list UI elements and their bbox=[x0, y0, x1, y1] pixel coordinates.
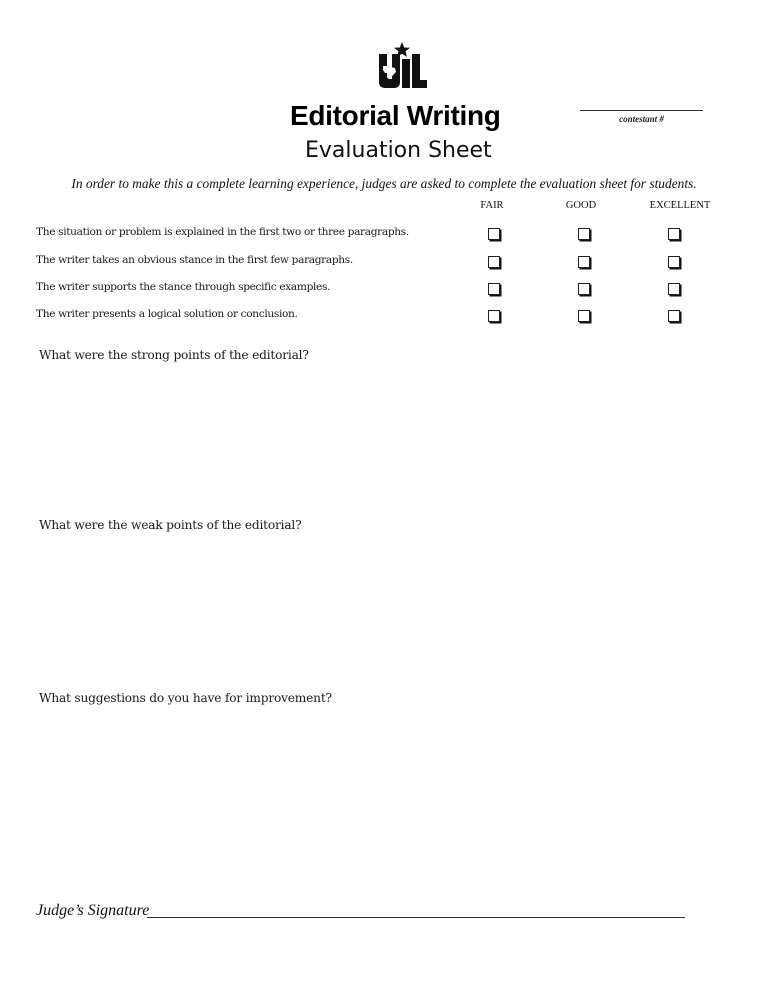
page-title: Editorial Writing bbox=[290, 100, 501, 131]
column-header-good: GOOD bbox=[565, 200, 597, 211]
question-weak-points: What were the weak points of the editorial? bbox=[39, 518, 302, 532]
checkbox-fair-3[interactable] bbox=[488, 283, 500, 295]
checkbox-fair-2[interactable] bbox=[488, 256, 500, 268]
contestant-number-field[interactable] bbox=[580, 110, 703, 111]
checkbox-fair-1[interactable] bbox=[488, 228, 500, 240]
contestant-number-label: contestant # bbox=[619, 114, 664, 124]
strong-points-answer[interactable] bbox=[36, 370, 720, 514]
checkbox-good-4[interactable] bbox=[578, 310, 590, 322]
criterion-label: The writer supports the stance through specific examples. bbox=[36, 281, 331, 293]
uil-logo-icon bbox=[378, 42, 428, 88]
criterion-label: The writer takes an obvious stance in the first few paragraphs. bbox=[36, 254, 353, 266]
column-header-fair: FAIR bbox=[480, 200, 504, 211]
judge-signature-label: Judge’s Signature bbox=[36, 902, 150, 919]
column-header-excellent: EXCELLENT bbox=[649, 200, 711, 211]
checkbox-excellent-4[interactable] bbox=[668, 310, 680, 322]
checkbox-good-2[interactable] bbox=[578, 256, 590, 268]
checkbox-good-1[interactable] bbox=[578, 228, 590, 240]
checkbox-excellent-1[interactable] bbox=[668, 228, 680, 240]
judge-signature-field[interactable] bbox=[147, 917, 685, 918]
criterion-label: The situation or problem is explained in the first two or three paragraphs. bbox=[36, 226, 409, 238]
weak-points-answer[interactable] bbox=[36, 540, 720, 684]
suggestions-answer[interactable] bbox=[36, 713, 720, 887]
question-suggestions: What suggestions do you have for improvement? bbox=[39, 691, 332, 705]
question-strong-points: What were the strong points of the editorial? bbox=[39, 348, 309, 362]
instructions-text: In order to make this a complete learning experience, judges are asked to complete the evaluation sheet for students. bbox=[71, 176, 697, 191]
checkbox-excellent-2[interactable] bbox=[668, 256, 680, 268]
checkbox-excellent-3[interactable] bbox=[668, 283, 680, 295]
checkbox-good-3[interactable] bbox=[578, 283, 590, 295]
checkbox-fair-4[interactable] bbox=[488, 310, 500, 322]
criterion-label: The writer presents a logical solution or conclusion. bbox=[36, 308, 298, 320]
page-subtitle: Evaluation Sheet bbox=[305, 138, 492, 163]
